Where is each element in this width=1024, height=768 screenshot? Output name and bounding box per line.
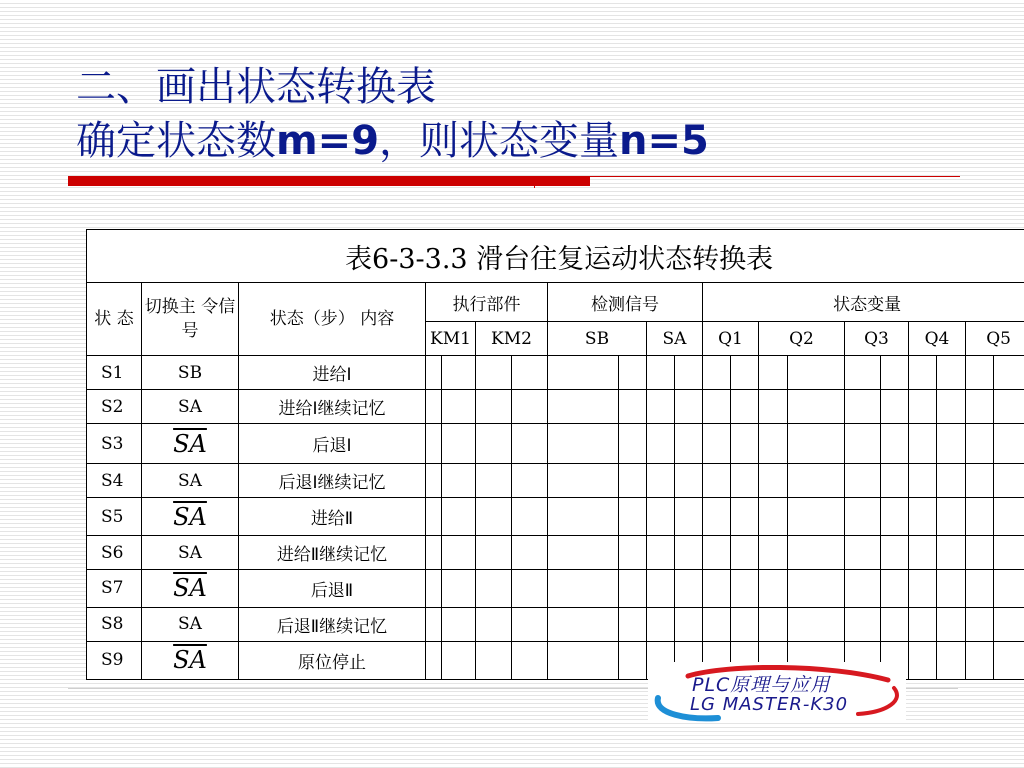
row-content: 后退Ⅱ	[239, 570, 426, 608]
row-content: 后退Ⅱ继续记忆	[239, 607, 426, 641]
row-content: 原位停止	[239, 641, 426, 679]
logo-line-1: PLC原理与应用	[692, 674, 831, 696]
row-state: S8	[87, 607, 142, 641]
row-content: 进给Ⅰ	[239, 356, 426, 390]
row-signal-inverted: $\overline{SA}$	[142, 570, 239, 608]
subheader-q1: Q1	[703, 322, 759, 356]
row-signal: SB	[142, 356, 239, 390]
subheader-q5: Q5	[966, 322, 1024, 356]
row-state: S6	[87, 536, 142, 570]
row-signal-inverted: $\overline{SA}$	[142, 498, 239, 536]
title-accent-line	[590, 176, 960, 177]
row-state: S1	[87, 356, 142, 390]
title-line-1: 二、画出状态转换表	[76, 64, 436, 110]
state-transition-table	[86, 229, 1024, 680]
table-row	[87, 390, 1024, 424]
header-state-variables: 状态变量	[703, 283, 1024, 322]
table-caption: 表6-3-3.3 滑台往复运动状态转换表	[87, 230, 1024, 283]
header-switch-signal: 切换主 令信号	[142, 283, 239, 356]
row-state: S3	[87, 424, 142, 464]
row-signal-inverted: $\overline{SA}$	[142, 424, 239, 464]
table-row	[87, 536, 1024, 570]
title-line-2	[76, 114, 709, 168]
subheader-km1: KM1	[426, 322, 476, 356]
row-state: S4	[87, 464, 142, 498]
table-row	[87, 607, 1024, 641]
row-state: S2	[87, 390, 142, 424]
slide-title	[76, 60, 709, 168]
row-signal: SA	[142, 536, 239, 570]
logo-line-2: LG MASTER-K30	[690, 694, 849, 715]
row-signal: SA	[142, 390, 239, 424]
title-n-value: n=5	[619, 118, 709, 164]
header-content: 状态（步） 内容	[239, 283, 426, 356]
title-accent-bar	[68, 176, 590, 186]
row-state: S7	[87, 570, 142, 608]
title-accent-tick	[534, 176, 535, 188]
row-state: S5	[87, 498, 142, 536]
subheader-q2: Q2	[759, 322, 845, 356]
subheader-sb: SB	[548, 322, 647, 356]
subheader-km2: KM2	[476, 322, 548, 356]
header-actuators: 执行部件	[426, 283, 548, 322]
header-state: 状 态	[87, 283, 142, 356]
row-state: S9	[87, 641, 142, 679]
row-content: 进给Ⅱ继续记忆	[239, 536, 426, 570]
title-m-value: m=9	[276, 118, 380, 164]
row-content: 进给Ⅰ继续记忆	[239, 390, 426, 424]
row-signal: SA	[142, 607, 239, 641]
subheader-q4: Q4	[909, 322, 966, 356]
row-content: 后退Ⅰ	[239, 424, 426, 464]
title-mid: ，则状态变量	[379, 118, 620, 164]
row-content: 后退Ⅰ继续记忆	[239, 464, 426, 498]
table-row	[87, 356, 1024, 390]
subheader-q3: Q3	[845, 322, 909, 356]
table-row	[87, 570, 1024, 608]
subheader-sa: SA	[647, 322, 703, 356]
table-row	[87, 424, 1024, 464]
header-detect-signals: 检测信号	[548, 283, 703, 322]
table-row	[87, 464, 1024, 498]
row-signal-inverted: $\overline{SA}$	[142, 641, 239, 679]
row-signal: SA	[142, 464, 239, 498]
title-prefix: 确定状态数	[76, 118, 276, 164]
table-row	[87, 498, 1024, 536]
row-content: 进给Ⅱ	[239, 498, 426, 536]
